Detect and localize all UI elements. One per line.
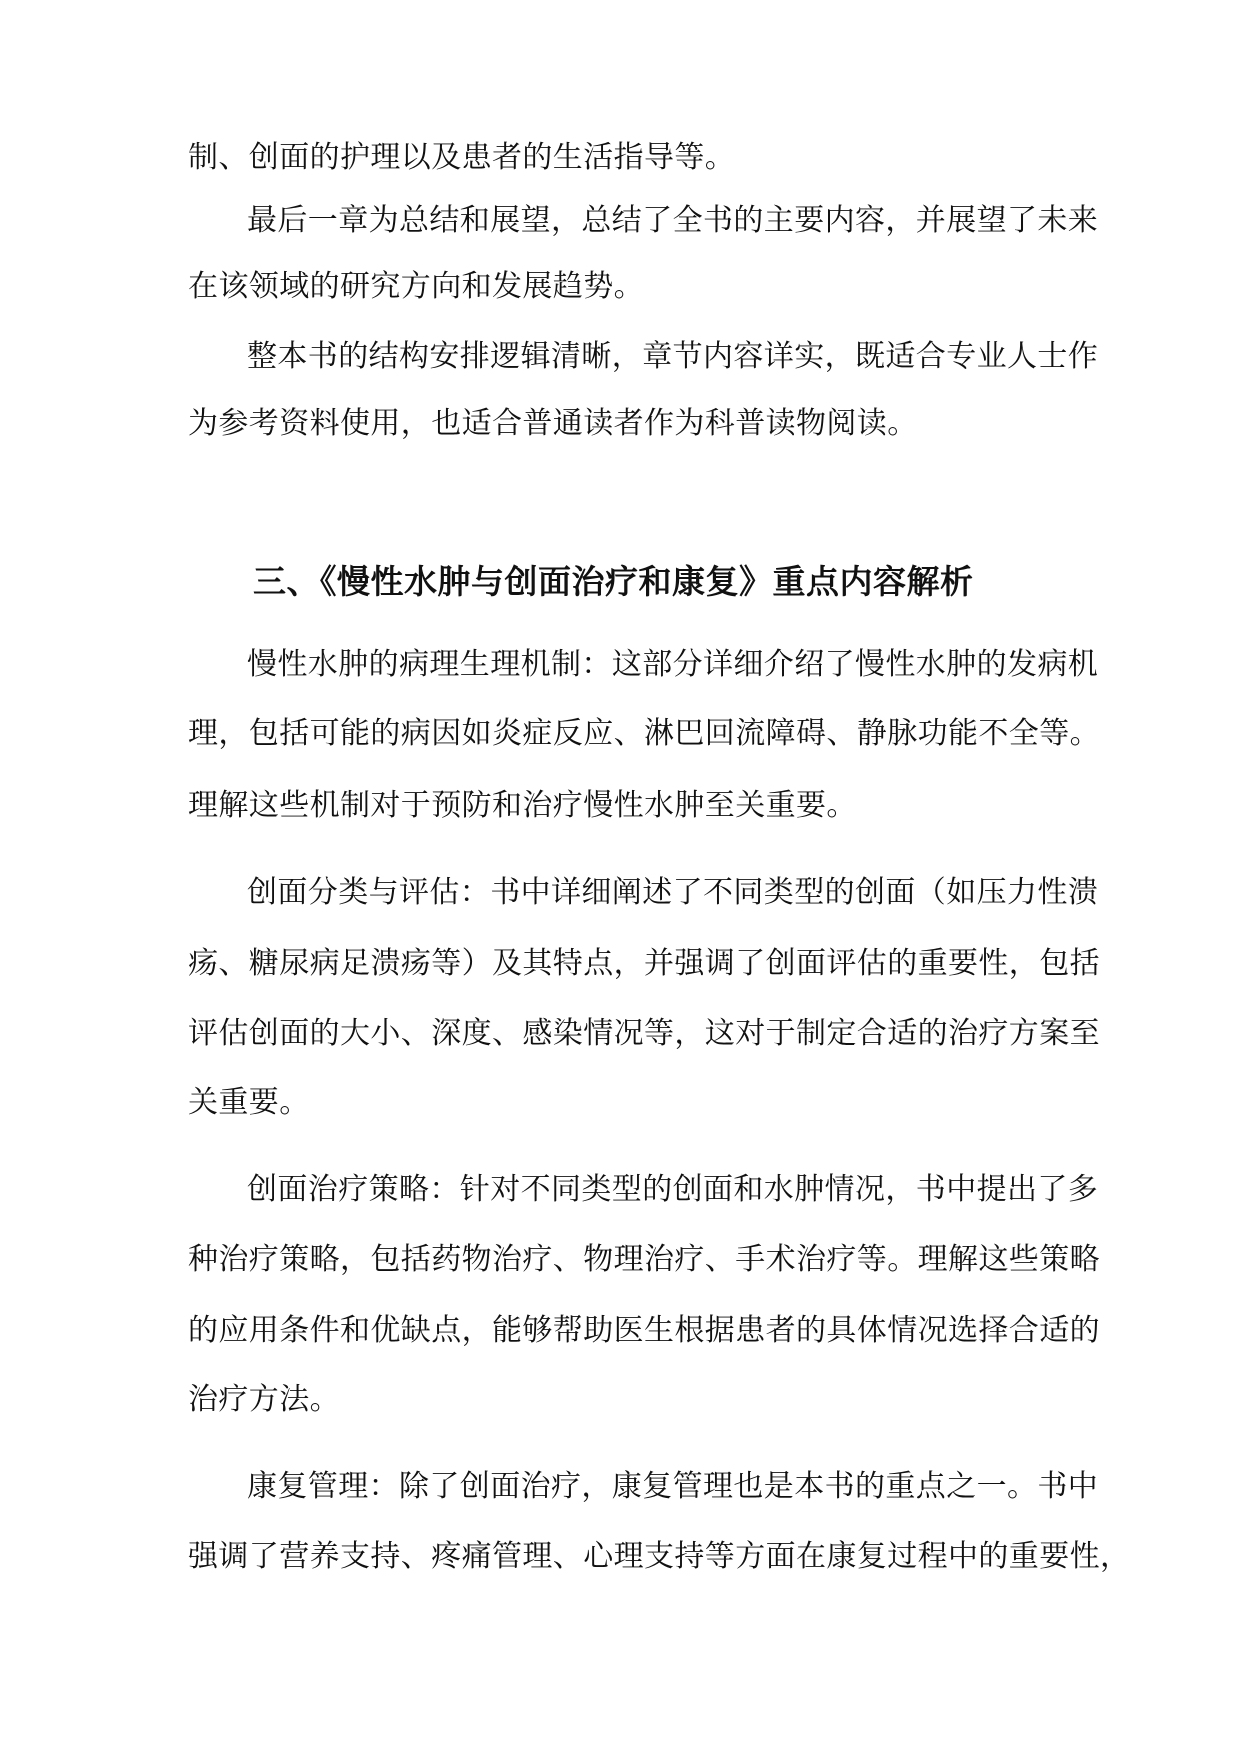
paragraph-line: 疡、糖尿病足溃疡等）及其特点，并强调了创面评估的重要性，包括 [188,946,1100,981]
paragraph-line: 理解这些机制对于预防和治疗慢性水肿至关重要。 [188,788,857,823]
paragraph-line: 理，包括可能的病因如炎症反应、淋巴回流障碍、静脉功能不全等。 [188,716,1100,751]
paragraph-line: 治疗方法。 [188,1382,340,1417]
paragraph-line: 关重要。 [188,1085,310,1120]
paragraph-line: 慢性水肿的病理生理机制：这部分详细介绍了慢性水肿的发病机 [247,647,1099,682]
paragraph-line: 康复管理：除了创面治疗，康复管理也是本书的重点之一。书中 [247,1469,1099,1504]
paragraph-line: 在该领域的研究方向和发展趋势。 [188,269,644,304]
paragraph-line: 创面治疗策略：针对不同类型的创面和水肿情况，书中提出了多 [247,1172,1099,1207]
paragraph-line: 创面分类与评估：书中详细阐述了不同类型的创面（如压力性溃 [247,875,1099,910]
paragraph-line: 整本书的结构安排逻辑清晰，章节内容详实，既适合专业人士作 [247,339,1099,374]
paragraph-line: 最后一章为总结和展望，总结了全书的主要内容，并展望了未来 [247,203,1099,238]
paragraph-line: 种治疗策略，包括药物治疗、物理治疗、手术治疗等。理解这些策略 [188,1242,1100,1277]
section-heading: 三、《慢性水肿与创面治疗和康复》重点内容解析 [253,562,974,601]
paragraph-line: 为参考资料使用，也适合普通读者作为科普读物阅读。 [188,406,918,441]
paragraph-line: 强调了营养支持、疼痛管理、心理支持等方面在康复过程中的重要性， [188,1539,1131,1574]
paragraph-line: 制、创面的护理以及患者的生活指导等。 [188,140,736,175]
paragraph-line: 的应用条件和优缺点，能够帮助医生根据患者的具体情况选择合适的 [188,1313,1100,1348]
paragraph-line: 评估创面的大小、深度、感染情况等，这对于制定合适的治疗方案至 [188,1016,1100,1051]
